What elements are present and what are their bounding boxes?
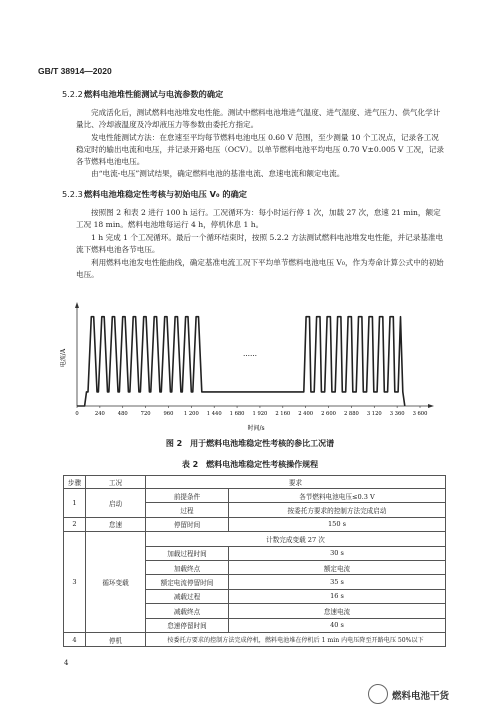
param-cell: 减载过程 [146, 589, 229, 603]
section-number: 5.2.2 [62, 89, 83, 99]
count-cell: 计数完成变载 27 次 [146, 532, 446, 546]
header-step: 步骤 [64, 476, 86, 489]
y-axis-label: 电流/A [60, 348, 67, 368]
condition-cell: 停机 [86, 632, 146, 646]
x-axis-label: 时间/s [247, 425, 265, 432]
value-cell: 按委托方要求的控制方法完成启动 [229, 503, 446, 517]
table-row [64, 517, 446, 531]
param-cell: 加载终点 [146, 560, 229, 574]
paragraph-test-method: 发电性能测试方法：在怠速至平均每节燃料电池电压 0.60 V 范围，至少测量 10 个工况点，记录各工况稳定时的输出电流和电压，并记录开路电压（OCV）。以单节燃料电池平均电压 0.70 V±0.005 V 工况，记录各节燃料电池电压。 [76, 133, 444, 167]
param-cell: 过程 [146, 503, 229, 517]
x-tick-label: 1 440 [206, 411, 222, 417]
x-tick-label: 960 [163, 411, 174, 417]
x-tick-label: 1 680 [229, 411, 245, 417]
paragraph-initial-voltage: 利用燃料电池发电性能曲线，确定基准电流工况下平均单节燃料电池电压 V₀，作为寿命计算公式中的初始电压。 [76, 258, 444, 280]
header-requirement: 要求 [146, 476, 446, 489]
step-cell: 3 [64, 532, 86, 633]
x-tick-label: 2 880 [343, 411, 359, 417]
x-tick-label: 3 600 [412, 411, 428, 417]
x-tick-label: 2 600 [321, 411, 336, 417]
load-profile-chart [60, 298, 440, 433]
value-cell: 16 s [229, 589, 446, 603]
param-cell: 额定电流停留时间 [146, 575, 229, 589]
table-row [64, 532, 446, 546]
shutdown-requirement-cell: 按委托方要求的控制方法完成停机，燃料电池堆在停机后 1 min 内电压降至开路电压 50%以下 [146, 632, 446, 646]
table-header-row [64, 476, 446, 489]
x-tick-label: 720 [140, 411, 151, 417]
page-number: 4 [64, 659, 69, 667]
step-cell: 1 [64, 489, 86, 518]
wechat-logo-icon [368, 684, 388, 704]
x-tick-label: 3 120 [366, 411, 382, 417]
x-tick-label: 240 [94, 411, 105, 417]
param-cell: 前提条件 [146, 489, 229, 503]
section-title: 燃料电池堆性能测试与电流参数的确定 [84, 89, 224, 99]
param-cell: 停留时间 [146, 517, 229, 531]
operation-table [63, 475, 446, 647]
paragraph-current-determination: 由“电流-电压”测试结果，确定燃料电池的基准电流、怠速电流和额定电流。 [91, 169, 345, 178]
value-cell: 各节燃料电池电压≤0.3 V [229, 489, 446, 503]
figure-caption: 图 2 用于燃料电池堆稳定性考核的参比工况谱 [165, 439, 335, 448]
x-axis-arrow-icon [428, 404, 434, 408]
value-cell: 额定电流 [229, 560, 446, 574]
table-caption: 表 2 燃料电池堆稳定性考核操作规程 [181, 460, 319, 469]
section-number: 5.2.3 [62, 189, 83, 199]
section-heading-5-2-3 [62, 189, 247, 200]
value-cell: 30 s [229, 546, 446, 560]
condition-cell: 循环变载 [86, 532, 146, 633]
value-cell: 35 s [229, 575, 446, 589]
x-tick-label: 480 [117, 411, 128, 417]
header-condition: 工况 [86, 476, 146, 489]
param-cell: 加载过程时间 [146, 546, 229, 560]
step-cell: 4 [64, 632, 86, 646]
paragraph-activation: 完成活化后，测试燃料电池堆发电性能。测试中燃料电池堆进气温度、进气湿度、进气压力、供气化学计量比、冷却液温度及冷却液压力等参数由委托方指定。 [76, 108, 441, 130]
paragraph-cycle: 1 h 完成 1 个工况循环。最后一个循环结束时，按照 5.2.2 方法测试燃料电池堆发电性能，并记录基准电流下燃料电池各节电压。 [76, 233, 444, 255]
param-cell: 减载终点 [146, 604, 229, 618]
step-cell: 2 [64, 517, 86, 531]
condition-cell: 怠速 [86, 517, 146, 531]
watermark-text: 燃料电池干货 [392, 691, 450, 702]
chart-ellipsis: …… [243, 350, 257, 358]
standard-number-header: GB/T 38914—2020 [38, 66, 112, 76]
table-row [64, 632, 446, 646]
x-tick-label: 2 160 [275, 411, 291, 417]
x-tick-label: 0 [75, 411, 79, 417]
value-cell: 150 s [229, 517, 446, 531]
condition-cell: 启动 [86, 489, 146, 518]
x-tick-label: 1 200 [183, 411, 199, 417]
paragraph-operation: 按照图 2 和表 2 进行 100 h 运行。工况循环为：每小时运行停 1 次，加载 27 次，怠速 21 min，额定工况 18 min。燃料电池堆每运行 4 h，停机休息 1 h。 [76, 208, 441, 230]
x-tick-label: 3 360 [389, 411, 405, 417]
x-tick-label: 1 920 [252, 411, 268, 417]
value-cell: 怠速电流 [229, 604, 446, 618]
section-heading-5-2-2 [62, 89, 223, 100]
current-profile-line [77, 317, 405, 406]
section-title: 燃料电池堆稳定性考核与初始电压 V₀ 的确定 [84, 189, 247, 199]
table-row [64, 489, 446, 503]
value-cell: 40 s [229, 618, 446, 632]
y-axis-arrow-icon [75, 302, 79, 308]
x-tick-label: 2 400 [298, 411, 314, 417]
param-cell: 怠速停留时间 [146, 618, 229, 632]
